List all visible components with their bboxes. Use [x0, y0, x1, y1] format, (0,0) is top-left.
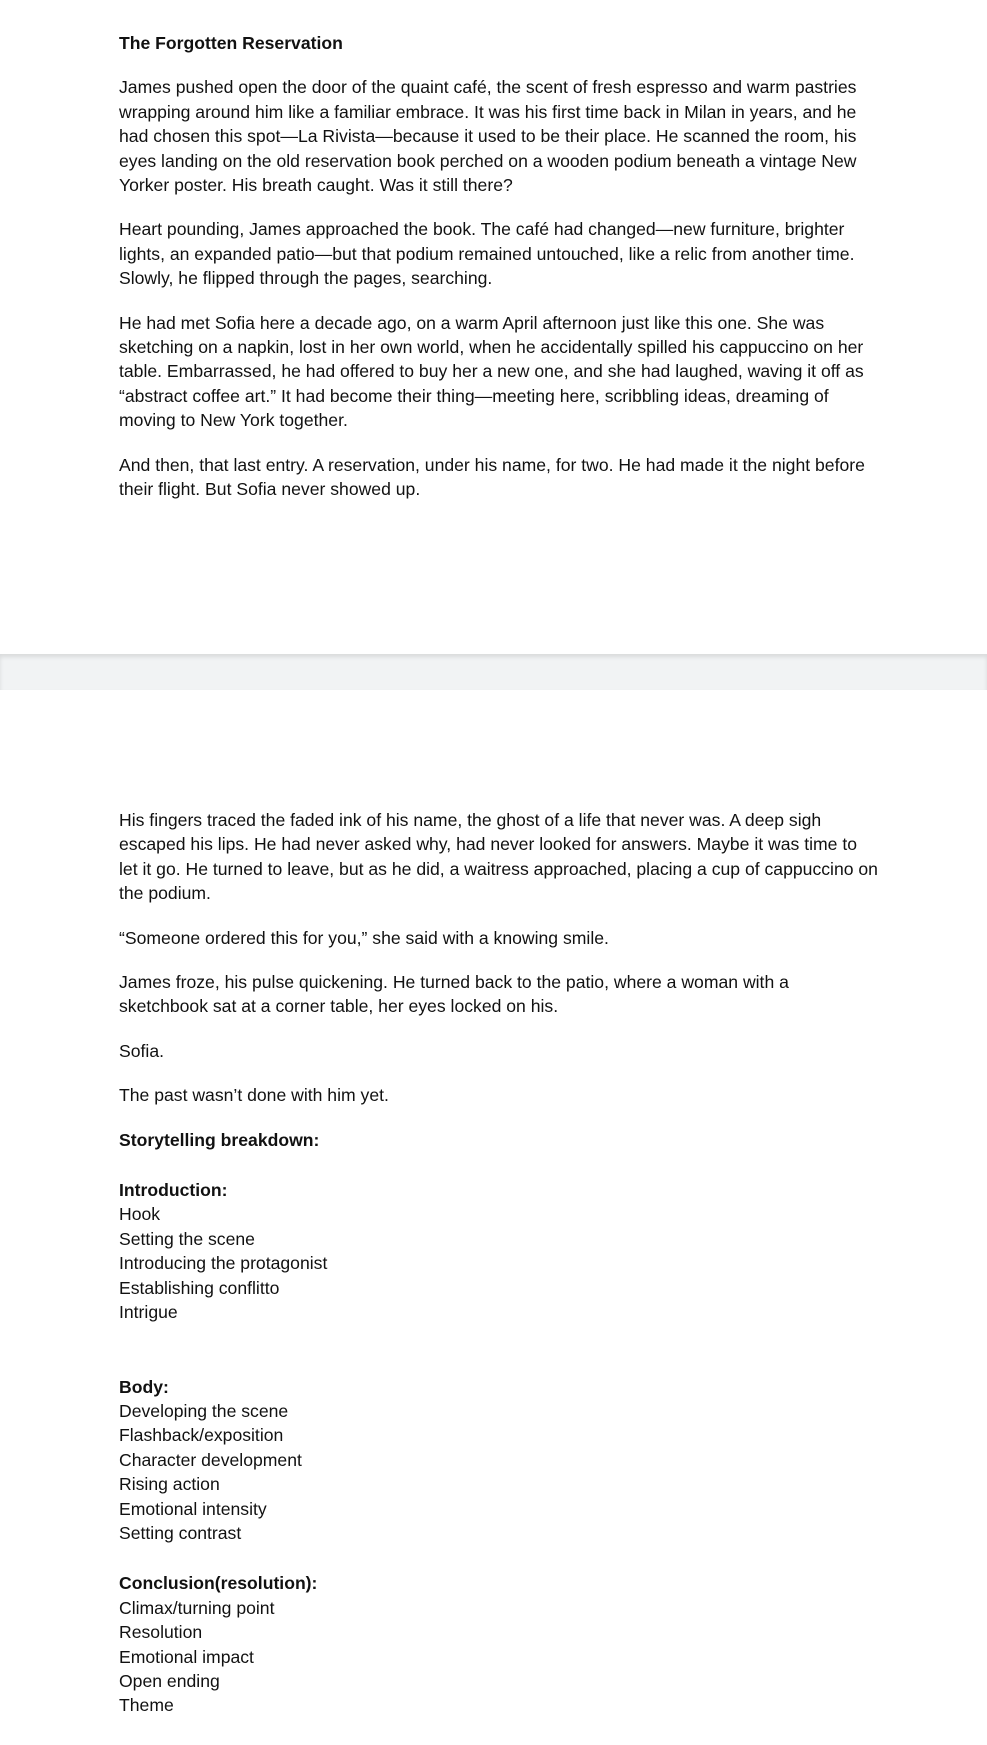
list-item: Resolution — [119, 1622, 203, 1643]
introduction-list — [119, 1202, 879, 1324]
story-paragraph: “Someone ordered this for you,” she said with a knowing smile. — [119, 927, 609, 948]
section-introduction — [119, 1178, 879, 1324]
section-conclusion — [119, 1571, 879, 1717]
list-item: Establishing conflitto — [119, 1277, 280, 1298]
section-heading-introduction: Introduction: — [119, 1180, 228, 1201]
list-item: Emotional intensity — [119, 1498, 267, 1519]
list-item: Theme — [119, 1695, 174, 1716]
list-item: Character development — [119, 1449, 302, 1470]
page-1-content — [119, 31, 879, 522]
story-paragraph: Sofia. — [119, 1040, 164, 1061]
list-item: Flashback/exposition — [119, 1425, 284, 1446]
list-item: Hook — [119, 1204, 161, 1225]
section-heading-conclusion: Conclusion(resolution): — [119, 1573, 318, 1594]
section-body — [119, 1375, 879, 1546]
story-paragraph: His fingers traced the faded ink of his name, the ghost of a life that never was. A deep sigh escaped his lips. He had never asked why, had never looked for answers. Maybe it was time to let it go. He turned to leave, but as he did, a waitress approached, placing a cup of cappuccino on the podium. — [119, 810, 878, 904]
list-item: Setting contrast — [119, 1522, 242, 1543]
document-page-2 — [0, 690, 987, 1745]
story-paragraph: He had met Sofia here a decade ago, on a warm April afternoon just like this one. She was sketching on a napkin, lost in her own world, when he accidentally spilled his cappuccino on her table. Embarrassed, he had offered to buy her a new one, and she had laughed, waving it off as “abstract coffee art.” It had become their thing—meeting here, scribbling ideas, dreaming of moving to New York together. — [119, 312, 864, 431]
story-paragraph: The past wasn’t done with him yet. — [119, 1085, 389, 1106]
list-item: Intrigue — [119, 1302, 178, 1323]
body-list — [119, 1399, 879, 1545]
list-item: Rising action — [119, 1474, 220, 1495]
list-item: Climax/turning point — [119, 1597, 275, 1618]
section-heading-body: Body: — [119, 1376, 169, 1397]
list-item: Emotional impact — [119, 1646, 254, 1667]
story-paragraph: James pushed open the door of the quaint café, the scent of fresh espresso and warm pastries wrapping around him like a familiar embrace. It was his first time back in Milan in years, and he had chosen this spot—La Rivista—because it used to be their place. He scanned the room, his eyes landing on the old reservation book perched on a wooden podium beneath a vintage New Yorker poster. His breath caught. Was it still there? — [119, 77, 857, 196]
list-item: Developing the scene — [119, 1400, 289, 1421]
list-item: Introducing the protagonist — [119, 1253, 328, 1274]
story-paragraph: James froze, his pulse quickening. He turned back to the patio, where a woman with a sketchbook sat at a corner table, her eyes locked on his. — [119, 972, 789, 1017]
page-break-gap — [0, 654, 987, 690]
list-item: Open ending — [119, 1670, 220, 1691]
story-title: The Forgotten Reservation — [119, 33, 343, 53]
conclusion-list — [119, 1596, 879, 1718]
story-paragraph: And then, that last entry. A reservation, under his name, for two. He had made it the night before their flight. But Sofia never showed up. — [119, 454, 865, 500]
breakdown-heading: Storytelling breakdown: — [119, 1129, 320, 1150]
page-2-content — [119, 808, 879, 1718]
story-paragraph: Heart pounding, James approached the book. The café had changed—new furniture, brighter lights, an expanded patio—but that podium remained untouched, like a relic from another time. Slowly, he flipped through the pages, searching. — [119, 219, 855, 289]
document-page-1 — [0, 0, 987, 654]
list-item: Setting the scene — [119, 1228, 255, 1249]
